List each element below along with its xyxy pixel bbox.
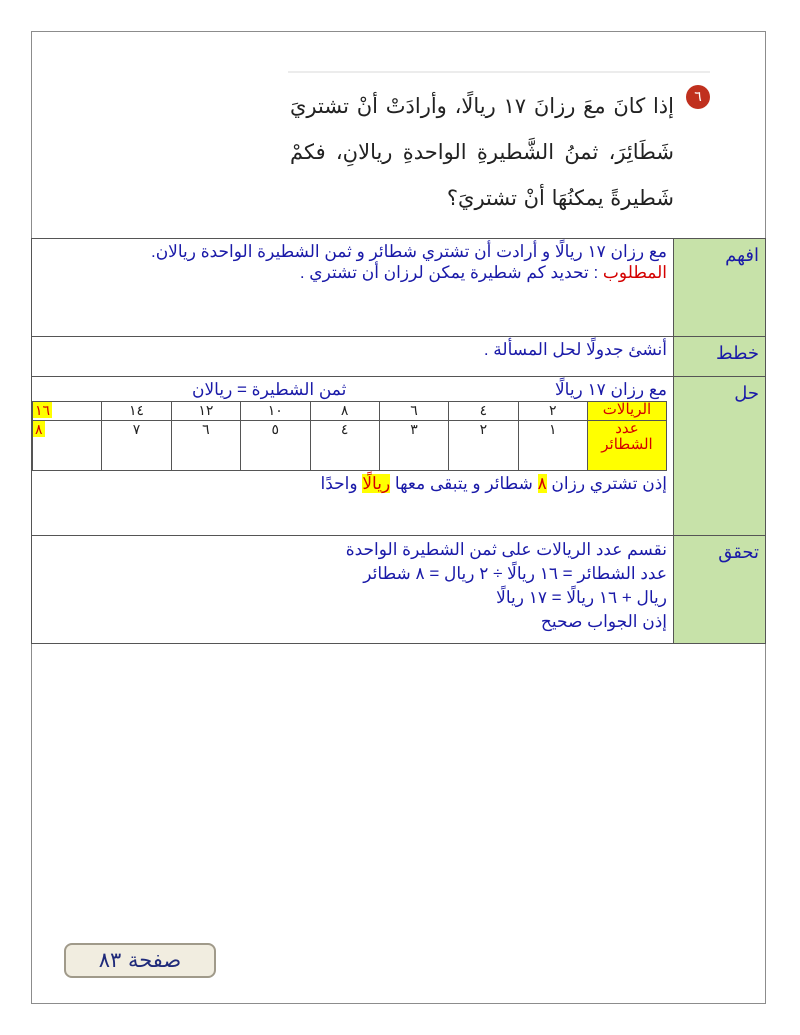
understand-given: مع رزان ١٧ ريالًا و أرادت أن تشتري شطائر و ثمن الشطيرة الواحدة ريالان. — [150, 242, 667, 261]
sandwiches-cell: ٦ — [171, 421, 240, 471]
riyals-cell-highlighted — [33, 402, 102, 421]
sandwiches-cell: ٢ — [449, 421, 518, 471]
solve-have: مع رزان ١٧ ريالًا — [554, 380, 667, 399]
sandwiches-cell: ١ — [518, 421, 587, 471]
sandwiches-cell: ٣ — [379, 421, 448, 471]
conclusion-text: شطائر و يتبقى معها — [390, 474, 538, 493]
check-line: ريال + ١٦ ريالًا = ١٧ ريالًا — [496, 588, 667, 607]
plan-row — [32, 337, 766, 377]
required-label: المطلوب — [602, 263, 667, 282]
plan-text: أنشئ جدولًا لحل المسألة . — [483, 340, 667, 359]
riyals-cell: ١٢ — [171, 402, 240, 421]
understand-label: افهم — [674, 239, 766, 337]
check-label: تحقق — [674, 536, 766, 644]
riyals-cell: ٢ — [518, 402, 587, 421]
values-table — [32, 401, 667, 471]
sandwiches-cell: ٤ — [310, 421, 379, 471]
understand-row — [32, 239, 766, 337]
riyals-header: الريالات — [588, 402, 667, 421]
sandwiches-row — [33, 421, 667, 471]
riyals-cell: ١٠ — [241, 402, 310, 421]
riyals-highlight: ١٦ — [35, 402, 51, 418]
sandwiches-highlight: ٨ — [35, 421, 43, 437]
solve-price: ثمن الشطيرة = ريالان — [192, 380, 347, 399]
solve-row — [32, 377, 766, 536]
divider — [288, 71, 710, 73]
riyals-cell: ٦ — [379, 402, 448, 421]
check-row — [32, 536, 766, 644]
check-line: إذن الجواب صحيح — [540, 612, 667, 631]
sandwiches-cell: ٥ — [241, 421, 310, 471]
solve-conclusion — [32, 473, 667, 494]
conclusion-text: واحدًا — [320, 474, 363, 493]
problem-block — [288, 71, 710, 231]
plan-label: خطط — [674, 337, 766, 377]
conclusion-number: ٨ — [537, 474, 547, 493]
sandwiches-cell: ٧ — [102, 421, 171, 471]
problem-number-badge: ٦ — [686, 85, 710, 109]
check-line: نقسم عدد الريالات على ثمن الشطيرة الواحدة — [345, 540, 667, 559]
riyals-cell: ٨ — [310, 402, 379, 421]
solve-info — [32, 379, 667, 400]
conclusion-text: إذن تشتري رزان — [546, 474, 667, 493]
conclusion-word: ريالًا — [362, 474, 391, 493]
riyals-cell: ٤ — [449, 402, 518, 421]
problem-text: إذا كانَ معَ رزانَ ١٧ ريالًا، وأرادَتْ أنْ تشتريَ شَطَائِرَ، ثمنُ الشَّطيرةِ الواحدةِ ريالانِ، فكمْ شَطيرةً يمكنُهَا أنْ تشتريَ؟ — [290, 94, 674, 210]
riyals-cell: ١٤ — [102, 402, 171, 421]
sandwiches-header: عدد الشطائر — [588, 421, 667, 471]
riyals-row — [33, 402, 667, 421]
solution-table — [31, 238, 766, 644]
required-text: : تحديد كم شطيرة يمكن لرزان أن تشتري . — [299, 263, 603, 282]
understand-required — [36, 262, 667, 283]
sandwiches-cell-highlighted — [33, 421, 102, 471]
solve-label: حل — [674, 377, 766, 536]
check-line: عدد الشطائر = ١٦ ريالًا ÷ ٢ ريال = ٨ شطائر — [363, 564, 667, 583]
page-number-label: صفحة ٨٣ — [64, 943, 216, 978]
